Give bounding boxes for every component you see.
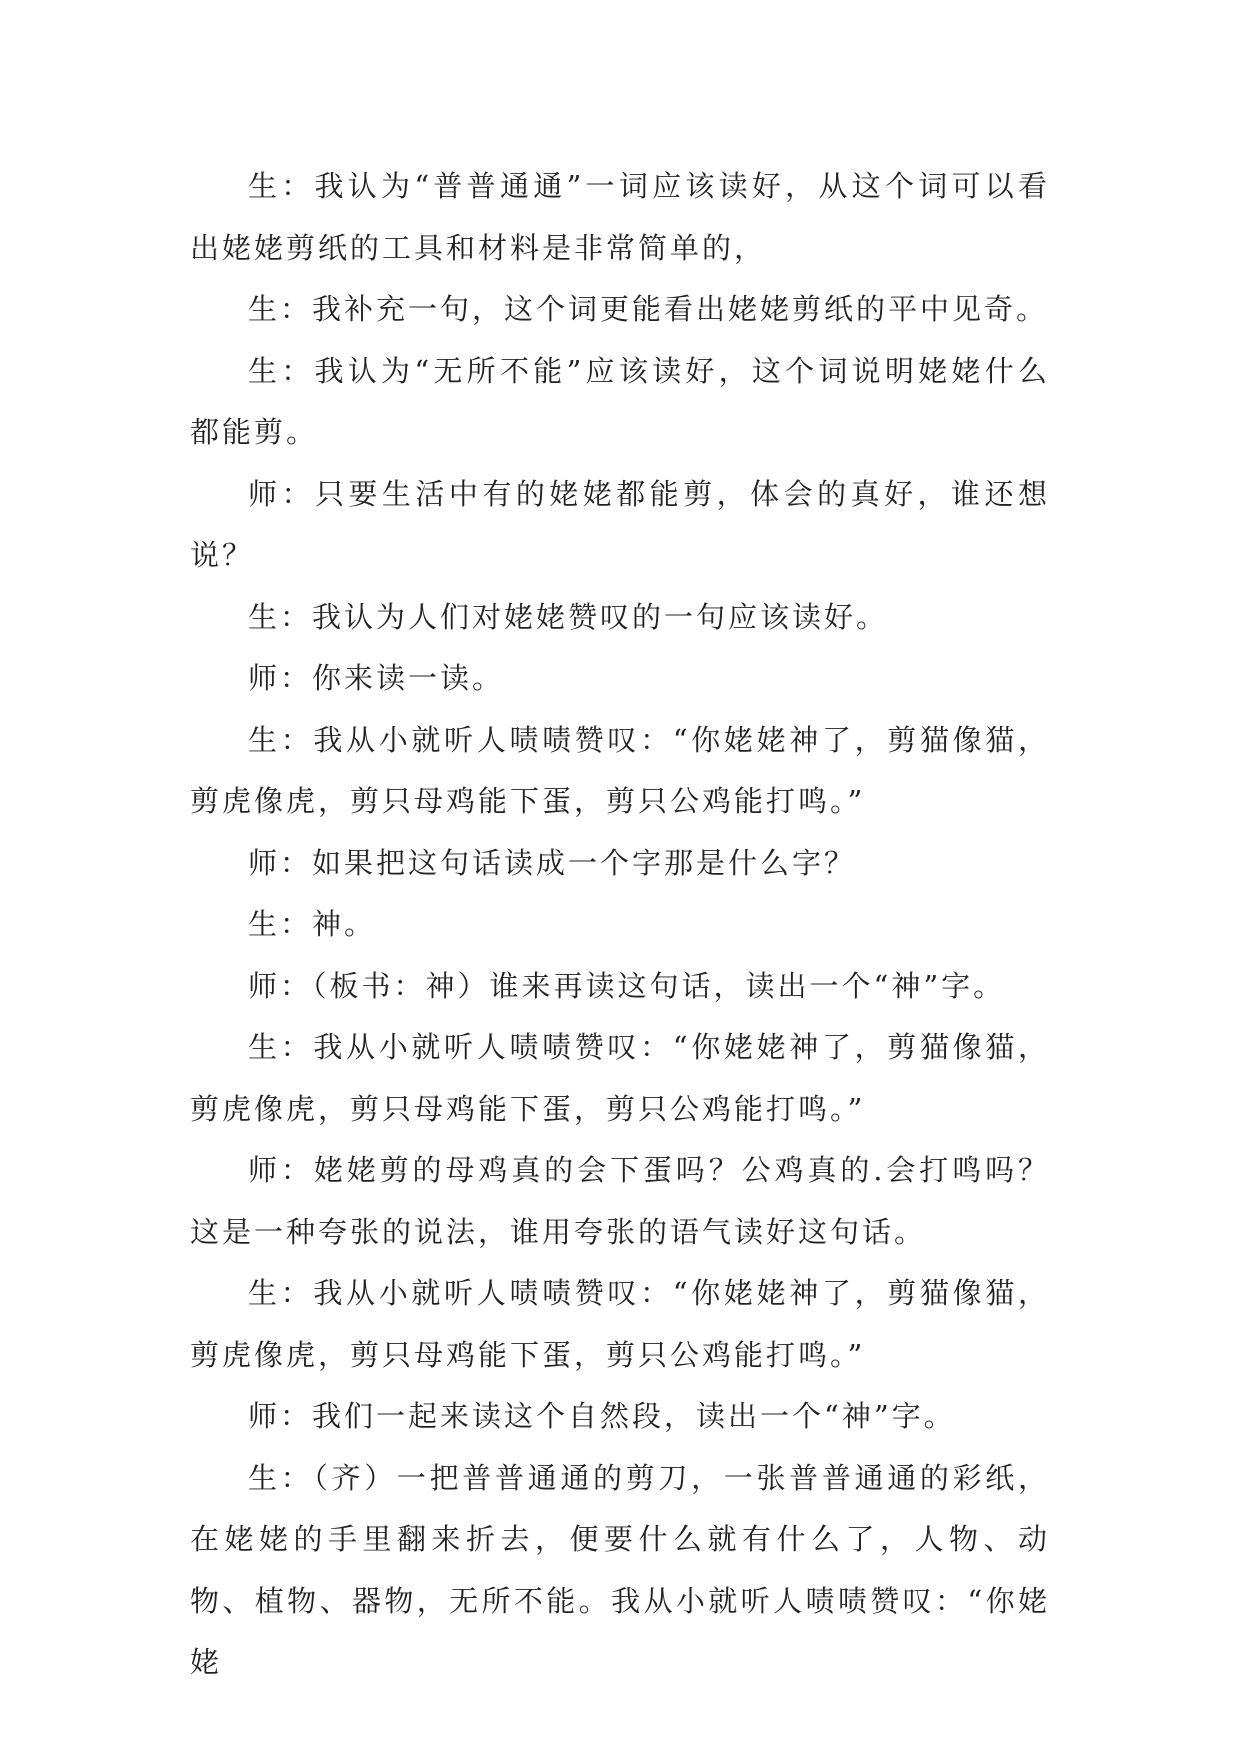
- paragraph-11: 生：我从小就听人啧啧赞叹：“你姥姥神了，剪猫像猫，剪虎像虎，剪只母鸡能下蛋，剪只公鸡能打鸣。”: [190, 1030, 1050, 1126]
- paragraph-8: 师：如果把这句话读成一个字那是什么字？: [248, 845, 857, 880]
- paragraph-15: 生：（齐）一把普普通通的剪刀，一张普普通通的彩纸，在姥姥的手里翻来折去，便要什么就有什么了，人物、动物、植物、器物，无所不能。我从小就听人啧啧赞叹：“你姥姥: [190, 1460, 1050, 1679]
- paragraph-3: 生：我认为“无所不能”应该读好，这个词说明姥姥什么都能剪。: [190, 353, 1050, 449]
- paragraph-9: 生：神。: [248, 907, 377, 941]
- document-page: [190, 156, 1050, 1694]
- paragraph-5: 生：我认为人们对姥姥赞叹的一句应该读好。: [248, 599, 889, 634]
- paragraph-2: 生：我补充一句，这个词更能看出姥姥剪纸的平中见奇。: [248, 292, 1049, 326]
- paragraph-7: 生：我从小就听人啧啧赞叹：“你姥姥神了，剪猫像猫，剪虎像虎，剪只母鸡能下蛋，剪只公鸡能打鸣。”: [190, 722, 1050, 818]
- paragraph-10: 师：（板书：神）谁来再读这句话，读出一个“神”字。: [248, 968, 1006, 1003]
- paragraph-1: 生：我认为“普普通通”一词应该读好，从这个词可以看出姥姥剪纸的工具和材料是非常简单的，: [190, 169, 1050, 265]
- paragraph-14: 师：我们一起来读这个自然段，读出一个“神”字。: [248, 1399, 956, 1433]
- paragraph-13: 生：我从小就听人啧啧赞叹：“你姥姥神了，剪猫像猫，剪虎像虎，剪只母鸡能下蛋，剪只公鸡能打鸣。”: [190, 1276, 1050, 1372]
- paragraph-6: 师：你来读一读。: [248, 661, 505, 695]
- paragraph-12: 师：姥姥剪的母鸡真的会下蛋吗？公鸡真的.会打鸣吗？这是一种夸张的说法，谁用夸张的语气读好这句话。: [190, 1153, 1050, 1249]
- paragraph-4: 师：只要生活中有的姥姥都能剪，体会的真好，谁还想说？: [190, 476, 1050, 572]
